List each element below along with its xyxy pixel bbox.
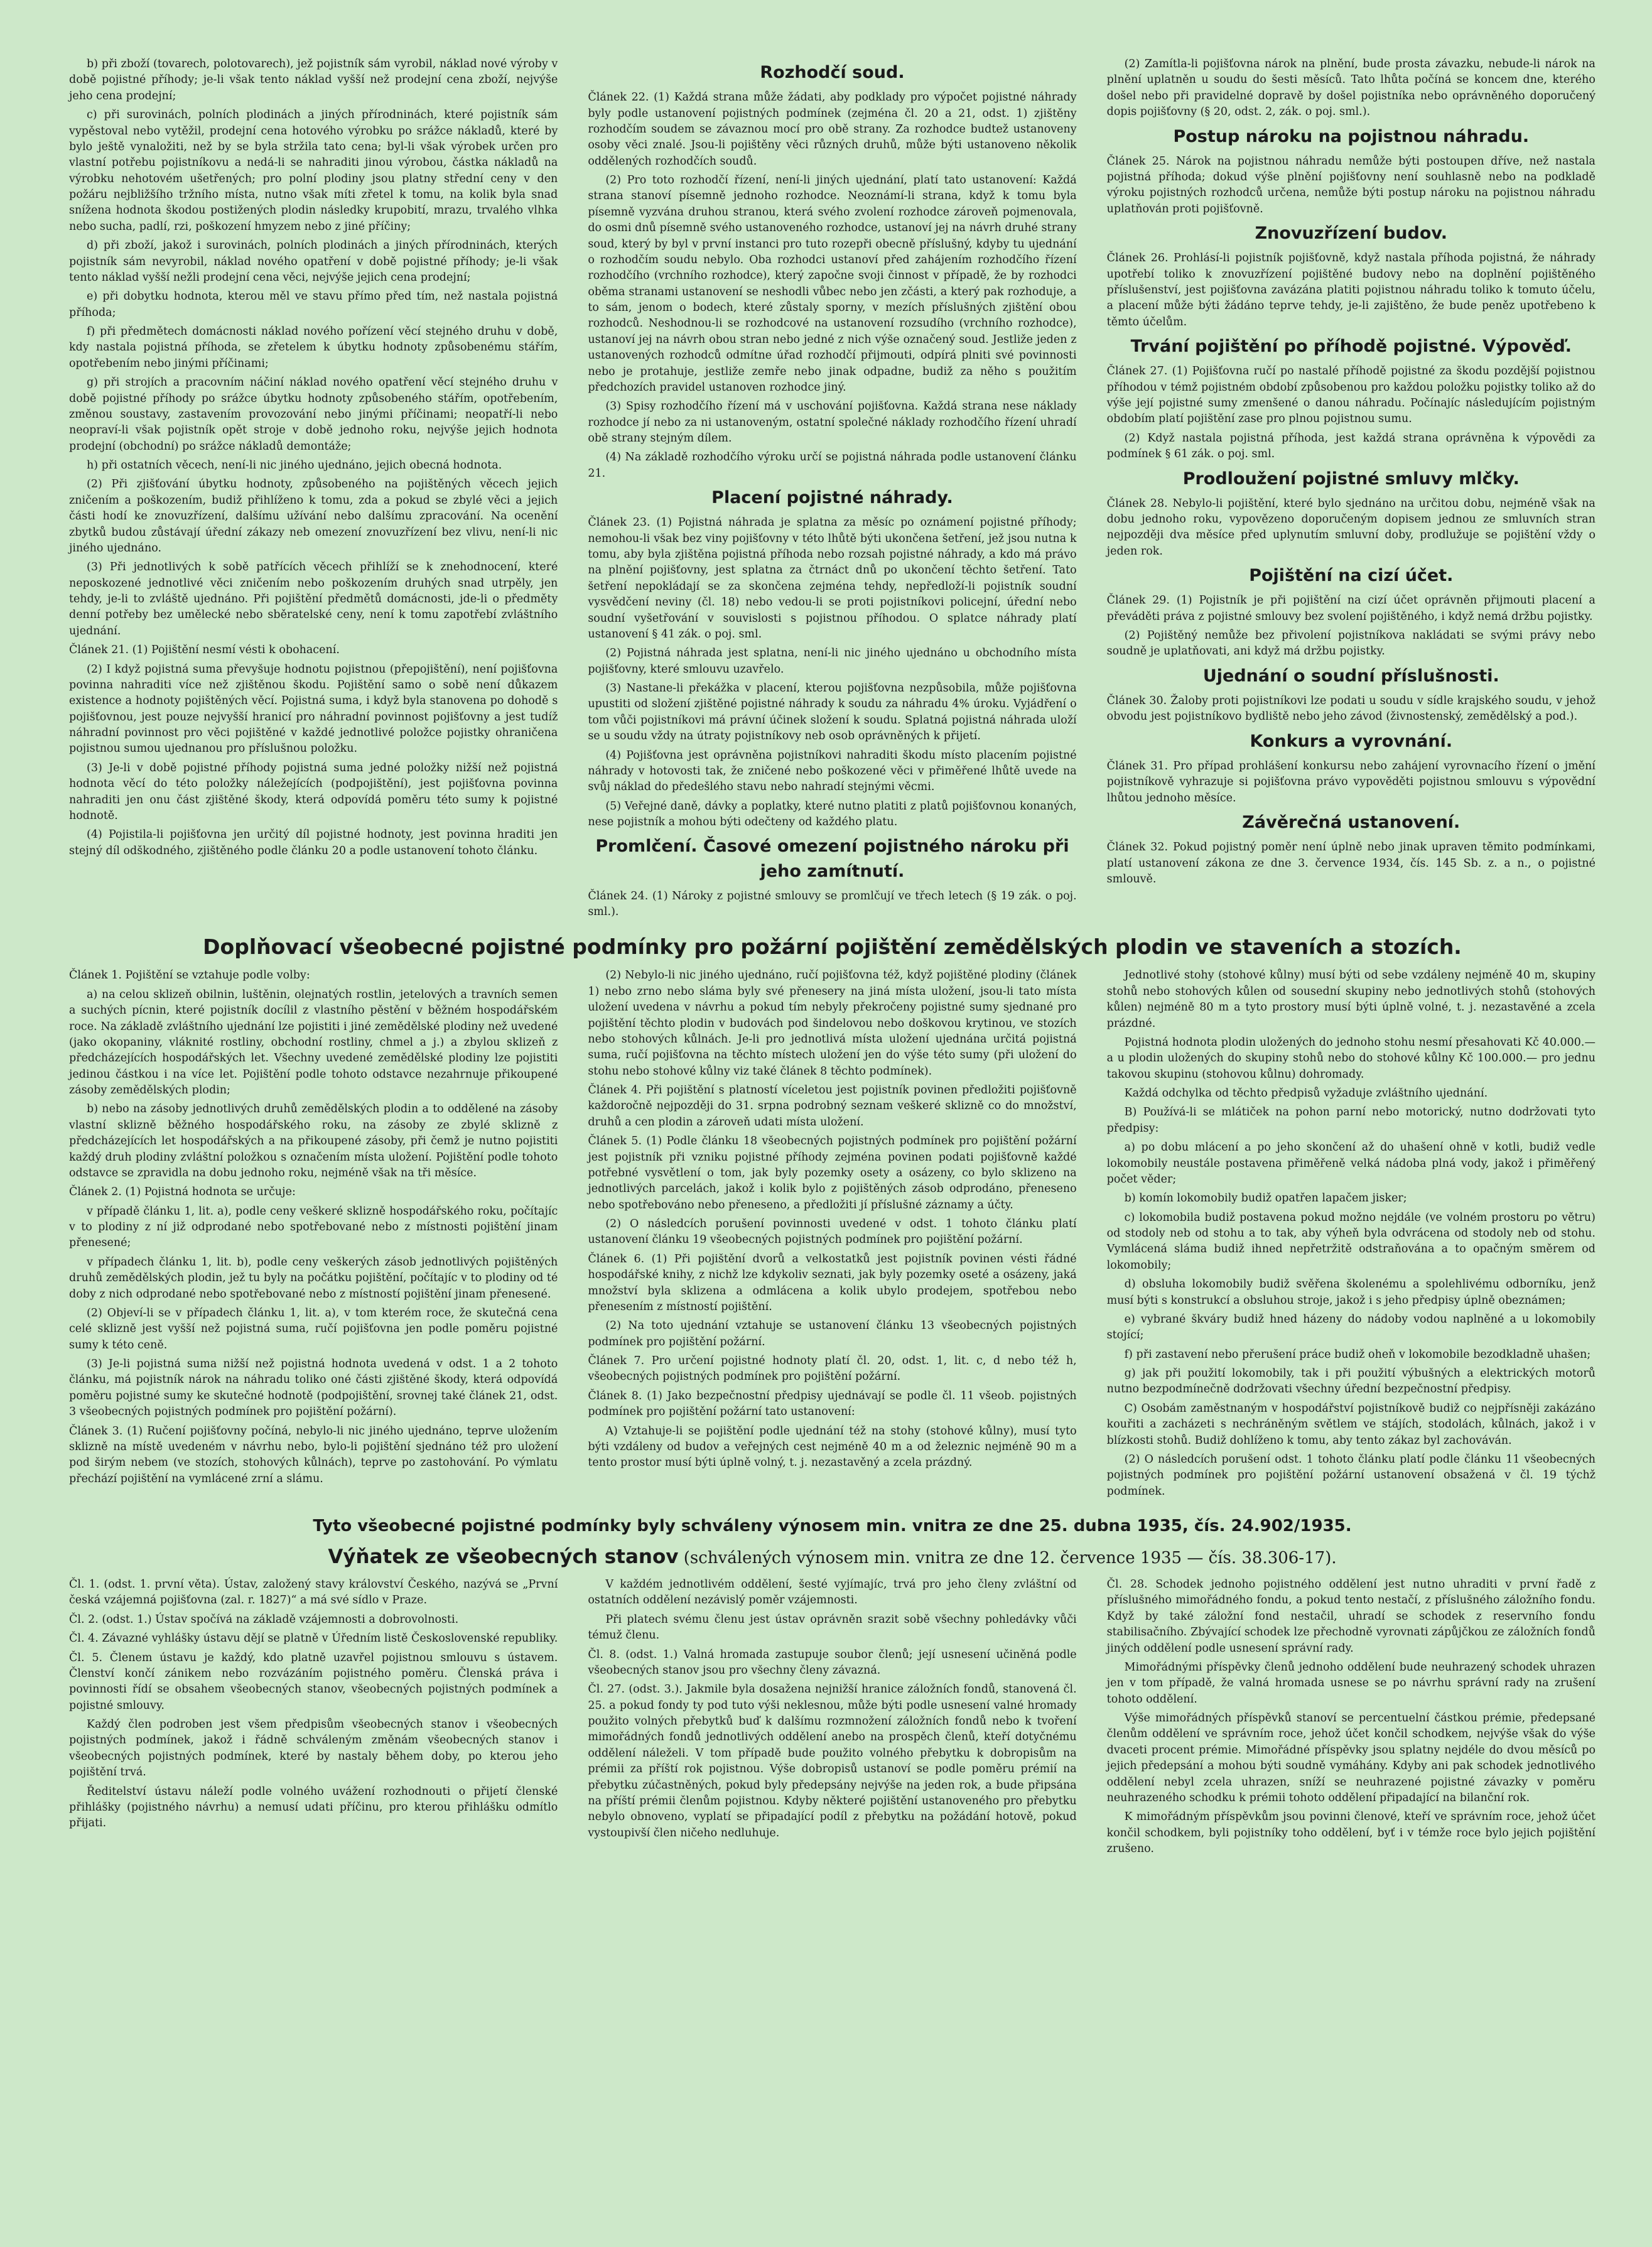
paragraph: B) Používá-li se mlátiček na pohon parní nebo motorický, nutno dodržovati tyto předpisy: xyxy=(1106,1106,1595,1135)
paragraph: Článek 31. Pro případ prohlášení konkursu nebo zahájení vyrovnacího řízení o jmění pojistníkově vyhrazuje si pojišťovna právo vypověděti pojistnou smlouvu s výpovědní lhůtou jednoho měsíce. xyxy=(1106,759,1595,804)
section3-title: Výňatek ze všeobecných stanov xyxy=(328,1546,679,1569)
paragraph: (2) Objeví-li se v případech článku 1, lit. a), v tom kterém roce, že skutečná cena celé sklizně jest vyšší než pojistná suma, ručí pojišťovna jen podle poměru pojistné sumy k této ceně. xyxy=(69,1306,558,1351)
section-heading: Postup nároku na pojistnou náhradu. xyxy=(1173,126,1530,146)
paragraph: (3) Spisy rozhodčího řízení má v uschování pojišťovna. Každá strana nese náklady rozhodce jí nebo za ni ustanoveným, ostatní společné náklady rozhodčího řízení uhradí obě strany stejným dílem. xyxy=(588,400,1077,445)
paragraph: Čl. 28. Schodek jednoho pojistného oddělení jest nutno uhraditi v první řadě z příslušného mimořádného fondu, a pokud tento nestačí, z příslušného záložního fondu. Když by také záložní fond nestačil, uhradí se schodek z reservního fondu stabilisačního. Zbývající schodek lze přechodně vyrovnati zápůjčkou ze záložních fondů jiných oddělení podle usnesení správní rady. xyxy=(1106,1578,1595,1655)
paragraph: Článek 22. (1) Každá strana může žádati, aby podklady pro výpočet pojistné náhrady byly podle ustanovení pojistných podmínek (zejména čl. 20 a 21, odst. 1) zjištěny rozhodčím soudem se závaznou mocí pro obě strany. Za rozhodce budtež ustanoveny osoby věci znalé. Jsou-li pojištěny věci různých druhů, může býti ustanoveno několik oddělených rozhodčích soudů. xyxy=(588,91,1077,168)
paragraph: Čl. 5. Členem ústavu je každý, kdo platně uzavřel pojistnou smlouvu s ústavem. Členství končí zánikem nebo rozvázáním pojistného poměru. Členská práva i povinnosti řídí se obsahem všeobecných stanov, všeobecných pojistných podmínek a pojistné smlouvy. xyxy=(69,1651,558,1712)
paragraph: d) při zboží, jakož i surovinách, polních plodinách a jiných přírodninách, kterých pojistník sám nevyrobil, náklad nového opatření v době pojistné příhody; je-li však tento náklad vyšší nežli prodejní cena věci, nejvýše jejich cena prodejní; xyxy=(69,239,558,284)
paragraph: Článek 25. Nárok na pojistnou náhradu nemůže býti postoupen dříve, než nastala pojistná příhoda; dokud výše plnění pojišťovny není souhlasně nebo na podkladě výroku pojistných rozhodců určena, nemůže býti postup nároku na pojistnou náhradu uplatňován proti pojišťovně. xyxy=(1106,154,1595,215)
section-heading: Placení pojistné náhrady. xyxy=(711,488,953,508)
paragraph: f) při zastavení nebo přerušení práce budiž oheň v lokomobile bezodkladně uhašen; xyxy=(1124,1348,1591,1361)
section-heading: Ujednání o soudní příslušnosti. xyxy=(1202,666,1499,686)
section-heading: Promlčení. Časové omezení pojistného nároku při jeho zamítnutí. xyxy=(595,837,1069,881)
paragraph: (2) Pojistná náhrada jest splatna, není-li nic jiného ujednáno u obchodního místa pojišťovny, které smlouvu uzavřelo. xyxy=(588,647,1077,676)
paragraph: (4) Pojišťovna jest oprávněna pojistníkovi nahraditi škodu místo placením pojistné náhrady v hotovosti tak, že zničené nebo poškozené věci v přiměřené lhůtě uvede na svůj náklad do předešlého stavu nebo nahradí stejnými věcmi. xyxy=(588,749,1077,794)
paragraph: Každá odchylka od těchto předpisů vyžaduje zvláštního ujednání. xyxy=(1124,1087,1488,1100)
paragraph: Čl. 1. (odst. 1. první věta). Ústav, založený stavy království Českého, nazývá se „První česká vzájemná pojišťovna (zal. r. 1827)“ a má své sídlo v Praze. xyxy=(69,1578,558,1607)
paragraph: Článek 26. Prohlásí-li pojistník pojišťovně, když nastala příhoda pojistná, že náhrady upotřebí toliko k znovuzřízení pojištěné budovy nebo na doplnění pojištěného příslušenství, jest pojišťovna zavázána platiti pojistnou náhradu toliko k tomuto účelu, a placení může býti žádáno teprve tehdy, je-li zajištěno, že bude peněz upotřebeno k těmto účelům. xyxy=(1106,252,1595,328)
paragraph: Článek 8. (1) Jako bezpečnostní předpisy ujednávají se podle čl. 11 všeob. pojistných podmínek pro pojištění požární tato ustanovení: xyxy=(588,1389,1077,1419)
section3-column-2 xyxy=(588,1577,1076,1860)
paragraph: Mimořádnými příspěvky členů jednoho oddělení bude neuhrazený schodek uhrazen jen v tom případě, že valná hromada usnese se po návrhu správní rady na zrušení tohoto oddělení. xyxy=(1106,1660,1595,1706)
paragraph: e) při dobytku hodnota, kterou měl ve stavu přímo před tím, než nastala pojistná příhoda; xyxy=(69,290,558,319)
paragraph: Ředitelství ústavu náleží podle volného uvážení rozhodnouti o přijetí členské přihlášky (pojistného návrhu) a nemusí udati příčinu, pro kterou přihlášku odmítlo přijati. xyxy=(69,1785,558,1830)
section-heading: Rozhodčí soud. xyxy=(760,63,905,82)
paragraph: (2) Zamítla-li pojišťovna nárok na plnění, bude prosta závazku, nebude-li nárok na plnění uplatněn u soudu do šesti měsíců. Tato lhůta počíná se koncem dne, kterého došel nebo při pravidelné dopravě by došel pojistníka nebo oprávněného doporučený dopis pojišťovny (§ 20, odst. 2, zák. o poj. sml.). xyxy=(1106,58,1595,119)
paragraph: Článek 6. (1) Při pojištění dvorů a velkostatků jest pojistník povinen vésti řádné hospodářské knihy, z nichž lze kdykoliv seznati, jak byly pozemky oseté a osázeny, jaká množství byla sklizena a odmlácena a kolik ubylo prodejem, spotřebou nebo přenesením z místností pojištění. xyxy=(588,1252,1077,1313)
paragraph: v případě článku 1, lit. a), podle ceny veškeré sklizně hospodářského roku, počítajíc v to plodiny z ní již odprodané nebo spotřebované nebo z místnosti pojištění jinam přenesené; xyxy=(69,1205,558,1250)
paragraph: (4) Na základě rozhodčího výroku určí se pojistná náhrada podle ustanovení článku 21. xyxy=(588,451,1077,480)
paragraph: (2) O následcích porušení odst. 1 tohoto článku platí podle článku 11 všeobecných pojistných podmínek pro pojištění požární ustanovení obsažená v čl. 19 týchž podmínek. xyxy=(1106,1453,1595,1498)
section3-column-1 xyxy=(69,1577,558,1860)
paragraph: h) při ostatních věcech, není-li nic jiného ujednáno, jejich obecná hodnota. xyxy=(87,459,502,472)
section3-heading xyxy=(69,1546,1595,1568)
paragraph: Při platech svému členu jest ústav oprávněn srazit sobě všechny pohledávky vůči témuž členu. xyxy=(588,1613,1077,1642)
paragraph: (3) Je-li pojistná suma nižší než pojistná hodnota uvedená v odst. 1 a 2 tohoto článku, má pojistník nárok na náhradu toliko oné části zjištěné škody, která odpovídá poměru pojistné sumy ke skutečné hodnotě (podpojištění, srovnej také článek 21, odst. 3 všeobecných pojistných podmínek pro pojištění požární). xyxy=(69,1358,558,1419)
section-heading: Prodloužení pojistné smluvy mlčky. xyxy=(1182,468,1520,489)
conditions-top xyxy=(69,57,1595,923)
paragraph: Článek 1. Pojištění se vztahuje podle volby: xyxy=(69,969,310,982)
paragraph: c) při surovinách, polních plodinách a jiných přírodninách, které pojistník sám vypěstoval nebo vytěžil, prodejní cena hotového výrobku po srážce nákladů, které by bylo ještě vynaložiti, než by se byla stržila tato cena; byl-li však výrobek určen pro vlastní potřebu pojistníkovu a nedá-li se nahraditi jinou výrobou, částka nákladů na výrobku nehotovém ušetřených; pro polní plodiny jsou platny střední ceny v den požáru nejbližšího tržního místa, nutno však míti zřetel k tomu, na kolik byla snad snížena hodnota škodou postižených plodin následky krupobití, mrazu, trvalého vlhka nebo sucha, padlí, rzi, poškození hmyzem nebo z jiné příčiny; xyxy=(69,109,558,233)
top-column-2 xyxy=(588,57,1076,923)
paragraph: v případech článku 1, lit. b), podle ceny veškerých zásob jednotlivých pojištěných druhů zemědělských plodin, jež tu byly na počátku pojištění, počítajíc v to plodiny od té doby z nich odprodané nebo spotřebované nebo z místností pojištění jinam přenesené. xyxy=(69,1255,558,1301)
paragraph: Článek 5. (1) Podle článku 18 všeobecných pojistných podmínek pro pojištění požární jest pojistník při vzniku pojistné příhody zejména povinen podati pojišťovně každé potřebné vysvětlení o tom, jak byly pozemky osety a osázeny, co bylo sklizeno na jednotlivých parcelách, jakož i kolik bylo z pojištěných zásob odprodáno, přeneseno nebo spotřebováno nebo přeneseno, a předložiti jí příslušné záznamy a účty. xyxy=(588,1135,1077,1211)
paragraph: K mimořádným příspěvkům jsou povinni členové, kteří ve správním roce, jehož účet končil schodkem, byli pojistníky toho oddělení, byť i v témže roce bylo jejich pojištění zrušeno. xyxy=(1106,1811,1595,1856)
paragraph: e) vybrané škváry budiž hned házeny do nádoby vodou naplněné a u lokomobily stojící; xyxy=(1106,1313,1595,1342)
paragraph: C) Osobám zaměstnaným v hospodářství pojistníkově budiž co nejpřísněji zakázáno kouřiti a zacházeti s nechráněným světlem ve stájích, stodolách, kůlnách, jakož i v blízkosti stohů. Budiž dohlíženo k tomu, aby tento zákaz byl zachováván. xyxy=(1106,1402,1595,1447)
paragraph: Čl. 2. (odst. 1.) Ústav spočívá na základě vzájemnosti a dobrovolnosti. xyxy=(69,1613,459,1626)
section-heading: Pojištění na cizí účet. xyxy=(1249,566,1454,586)
paragraph: c) lokomobila budiž postavena pokud možno nejdále (ve volném prostoru po větru) od stodoly neb od stohu a to tak, aby výheň byla odvrácena od stodoly neb od stohu. Vymlácená sláma budiž ihned nepřetržitě odstraňována a to opačným směrem od lokomobily; xyxy=(1106,1211,1595,1272)
paragraph: Článek 21. (1) Pojištění nesmí vésti k obohacení. xyxy=(69,644,340,657)
section-heading: Konkurs a vyrovnání. xyxy=(1250,731,1453,751)
paragraph: f) při předmětech domácnosti náklad nového pořízení věcí stejného druhu v době, kdy nastala pojistná příhoda, se zřetelem k úbytku hodnoty způsobenému stářím, opotřebením nebo jinými příčinami; xyxy=(69,325,558,370)
paragraph: (2) Při zjišťování úbytku hodnoty, způsobeného na pojištěných věcech jejich zničením a poškozením, budiž přihlíženo k tomu, zda a pokud se zbylé věci a jejich části hodí ke znovuzřízení, dalšímu užívání nebo dalšímu zpracování. Na ocenění zbytků budou zůstávají úřední zákazy neb omezení znovuzřízení bez vlivu, není-li nic jiného ujednáno. xyxy=(69,478,558,555)
paragraph: Čl. 27. (odst. 3.). Jakmile byla dosažena nejnižší hranice záložních fondů, stanovená čl. 25. a pokud fondy ty pod tuto výši neklesnou, může býti podle usnesení valné hromady použito volných přebytků buď k dalšímu rozmnožení záložních fondů nebo k tvoření mimořádných fondů jednotlivých oddělení anebo na prospěch členů, kteří dotyčnému oddělení náleželi. V tom případě bude použito volného přebytku k dobropisům na prémii za příští rok pojistnou. Výše dobropisů ustanoví se podle poměru prémií na přebytku zúčastněných, pokud byly předepsány nejvýše na jeden rok, a bude připsána na příští prémii členům pojistnou. Kdyby některé pojištění ustanoveného pro přebytku nebylo obnoveno, vyplatí se připadající podíl z přebytku na požádání hotově, pokud vystoupivší člen ničeho nedluhuje. xyxy=(588,1683,1077,1839)
section3-subtitle: (schválených výnosem min. vnitra ze dne 12. července 1935 — čís. 38.306-17). xyxy=(683,1549,1337,1568)
paragraph: A) Vztahuje-li se pojištění podle ujednání též na stohy (stohové kůlny), musí tyto býti vzdáleny od budov a veřejných cest nejméně 40 m a od železnic nejméně 90 m a tento prostor musí býti úplně volný, t. j. nezastavěný a zcela prázdný. xyxy=(588,1424,1077,1470)
paragraph: Pojistná hodnota plodin uložených do jednoho stohu nesmí přesahovati Kč 40.000.— a u plodin uložených do skupiny stohů nebo do stohové kůlny Kč 100.000.— pro jednu takovou skupinu (stohovou kůlnu) dohromady. xyxy=(1106,1036,1595,1081)
paragraph: b) komín lokomobily budiž opatřen lapačem jisker; xyxy=(1124,1192,1407,1205)
paragraph: (5) Veřejné daně, dávky a poplatky, které nutno platiti z platů pojišťovnou konaných, nese pojistník a mohou býti odečteny od každého platu. xyxy=(588,799,1077,829)
paragraph: g) jak při použití lokomobily, tak i při použití výbušných a elektrických motorů nutno bezpodmínečně dodržovati všechny úřední bezpečnostní předpisy. xyxy=(1106,1367,1595,1396)
paragraph: b) nebo na zásoby jednotlivých druhů zemědělských plodin a to oddělené na zásoby vlastní sklizně běžného hospodářského roku, na zásoby ze zbylé sklizně z předcházejících let hospodářských a na přikoupené zásoby, při čemž je nutno pojistiti každý druh plodiny zvláštní položkou s označením místa uložení. Pojištění podle tohoto odstavce se zpravidla na dobu jednoho roku, nejméně však na tři měsíce. xyxy=(69,1103,558,1179)
paragraph: Výše mimořádných příspěvků stanoví se percentuelní částkou prémie, předepsané členům oddělení ve správním roce, jehož účet končil schodkem, nejvýše však do výše dvaceti procent prémie. Mimořádné příspěvky jsou splatny nejdéle do dvou měsíců po jejich předepsání a mohou býti soudně vymáhány. Kdyby ani pak schodek jednotlivého oddělení nebyl zcela uhrazen, sníží se neuhrazené pojistné závazky v poměru neuhrazeného schodku k prémii tohoto oddělení připadající na bilanční rok. xyxy=(1106,1712,1595,1804)
section2-column-3 xyxy=(1107,968,1595,1503)
top-column-3 xyxy=(1107,57,1595,923)
paragraph: Článek 2. (1) Pojistná hodnota se určuje: xyxy=(69,1186,296,1199)
section-heading: Znovuzřízení budov. xyxy=(1255,224,1448,244)
paragraph: Článek 24. (1) Nároky z pojistné smlouvy se promlčují ve třech letech (§ 19 zák. o poj. sml.). xyxy=(588,889,1077,919)
paragraph: Jednotlivé stohy (stohové kůlny) musí býti od sebe vzdáleny nejméně 40 m, skupiny stohů nebo stohových kůlen od sousední skupiny nebo jednotlivých stohů (stohových kůlen) nejméně 80 m a tyto prostory musí býti úplně volné, t. j. nezastavěné a zcela prázdné. xyxy=(1106,969,1595,1030)
paragraph: (2) O následcích porušení povinnosti uvedené v odst. 1 tohoto článku platí ustanovení článku 19 všeobecných pojistných podmínek pro pojištění požární. xyxy=(588,1218,1077,1247)
paragraph: (2) Pojištěný nemůže bez přivolení pojistníkova nakládati se svými právy nebo soudně je uplatňovati, ani když má držbu pojistky. xyxy=(1106,629,1595,658)
paragraph: Článek 28. Nebylo-li pojištění, které bylo sjednáno na určitou dobu, nejméně však na dobu jednoho roku, vypovězeno doporučeným dopisem jednou ze smluvních stran nejpozději dva měsíce před uplynutím smluvní doby, prodlužuje se pojištění vždy o jeden rok. xyxy=(1106,497,1595,558)
paragraph: (2) Na toto ujednání vztahuje se ustanovení článku 13 všeobecných pojistných podmínek pro pojištění požární. xyxy=(588,1319,1077,1348)
section2-column-2 xyxy=(588,968,1076,1503)
paragraph: Článek 32. Pokud pojistný poměr není úplně nebo jinak upraven těmito podmínkami, platí ustanovení zákona ze dne 3. července 1934, čís. 145 Sb. z. a n., o pojistné smlouvě. xyxy=(1106,841,1595,885)
paragraph: a) na celou sklizeň obilnin, luštěnin, olejnatých rostlin, jetelových a travních semen a suchých pícnin, které pojistník docílil z vlastního pěstění v běžném hospodářském roce. Na základě zvláštního ujednání lze pojistiti i jiné zemědělské plodiny než uvedené (jako okopaniny, vláknité rostliny, obchodní rostliny, chmel a j.) a zbylou sklizeň z předcházejících hospodářských let. Všechny uvedené zemědělské plodiny lze pojistiti jedinou částkou i na více let. Pojištění podle tohoto odstavce nezahrnuje přikoupené zásoby zemědělských plodin; xyxy=(69,988,558,1097)
paragraph: Každý člen podroben jest všem předpisům všeobecných stanov i všeobecných pojistných podmínek, jakož i řádně schváleným změnám všeobecných stanov i všeobecných pojistných podmínek, které by nastaly během doby, po kterou jeho pojištění trvá. xyxy=(69,1718,558,1779)
paragraph: (2) I když pojistná suma převyšuje hodnotu pojistnou (přepojištění), není pojišťovna povinna nahraditi více než zjištěnou škodu. Pojištění samo o sobě není důkazem existence a hodnoty pojištěných věcí. Pojistná suma, i když byla stanovena po dohodě s pojišťovnou, jest pouze nejvyšší hranicí pro náhradní povinnost pojišťovny a jest tudíž náhradní povinnost pro věci pojištěné v každé jednotlivé položce pojistky ohraničena pojistnou sumou ujednanou pro příslušnou položku. xyxy=(69,663,558,755)
section-heading: Trvání pojištění po příhodě pojistné. Výpověď. xyxy=(1130,337,1572,357)
section3-column-3 xyxy=(1107,1577,1595,1860)
paragraph: g) při strojích a pracovním náčiní náklad nového opatření věcí stejného druhu v době pojistné příhody po srážce úbytku hodnoty způsobeného stářím, opotřebením, změnou soustavy, zastavením provozování nebo jinými příčinami; neopatří-li nebo neopraví-li však pojistník opět stroje v době jednoho roku, nejvýše jejich hodnota prodejní (obchodní) po srážce nákladů demontáže; xyxy=(69,376,558,453)
paragraph: Čl. 8. (odst. 1.) Valná hromada zastupuje soubor členů; její usnesení učiněná podle všeobecných stanov jsou pro všechny členy závazná. xyxy=(588,1648,1077,1677)
paragraph: (3) Při jednotlivých k sobě patřících věcech přihlíží se k znehodnocení, které neposkozené jednotlivé věci zničením nebo poškozením druhých snad utrpěly, jen tehdy, je-li to zvláště ujednáno. Při pojištění předmětů domácnosti, jde-li o předměty denní potřeby bez umělecké nebo sběratelské ceny, není k tomu zapotřebí zvláštního ujednání. xyxy=(69,561,558,637)
paragraph: (4) Pojistila-li pojišťovna jen určitý díl pojistné hodnoty, jest povinna hraditi jen stejný díl odškodného, zjištěného podle článku 20 a podle ustanovení tohoto článku. xyxy=(69,828,558,857)
paragraph: Čl. 4. Závazné vyhlášky ústavu dějí se platně v Úředním listě Československé republiky. xyxy=(69,1632,558,1645)
paragraph: Článek 7. Pro určení pojistné hodnoty platí čl. 20, odst. 1, lit. c, d nebo též h, všeobecných pojistných podmínek pro pojištění požární. xyxy=(588,1355,1077,1383)
paragraph: (2) Nebylo-li nic jiného ujednáno, ručí pojišťovna též, když pojištěné plodiny (článek 1) nebo zrno nebo sláma byly své přenesery na jiná místa uložení, jsou-li tato místa uložení uvedena v návrhu a pokud tím nebyly překročeny pojistné sumy sjednané pro pojištění těchto plodin v budovách pod šindelovou nebo doškovou krytinou, ve stozích nebo stohových kůlnách. Je-li pro jednotlivá místa uložení ujednána určitá pojistná suma, ručí pojišťovna na těchto místech uložení jen do výše této sumy (při uložení do stohu nebo stohové kůlny viz také článek 8 těchto podmínek). xyxy=(588,969,1077,1078)
top-column-1 xyxy=(69,57,558,923)
paragraph: b) při zboží (tovarech, polotovarech), jež pojistník sám vyrobil, náklad nové výroby v době pojistné příhody; je-li však tento náklad vyšší než prodejní cena zboží, nejvýše jeho cena prodejní; xyxy=(69,58,558,102)
paragraph: a) po dobu mlácení a po jeho skončení až do uhašení ohně v kotli, budiž vedle lokomobily neustále postavena přiměřeně velká nádoba plná vody, jakož i přiměřený počet věder; xyxy=(1106,1141,1595,1186)
section-heading: Závěrečná ustanovení. xyxy=(1242,812,1460,832)
section2-column-1 xyxy=(69,968,558,1503)
paragraph: (3) Nastane-li překážka v placení, kterou pojišťovna nezpůsobila, může pojišťovna upustiti od složení zjištěné pojistné náhrady k soudu za náhradu 4% úroku. Vyjádření o tom vůči pojistníkovi má právní účinek složení k soudu. Splatná pojistná náhrada uloží se u soudu vždy na útraty pojistníkovy neb osob oprávněných k přijetí. xyxy=(588,682,1077,743)
paragraph: V každém jednotlivém oddělení, šesté vyjímajíc, trvá pro jeho členy zvláštní od ostatních oddělení nezávislý poměr vzájemnosti. xyxy=(588,1578,1077,1607)
paragraph: Článek 3. (1) Ručení pojišťovny počíná, nebylo-li nic jiného ujednáno, teprve uložením sklizně na místě uvedeném v návrhu nebo, bylo-li pojištění sjednáno též pro uložení pod širým nebem (ve stozích, stohových kůlnách), teprve po zastohování. Po výmlatu přechází pojištění na vymlácené zrní a slámu. xyxy=(69,1424,558,1485)
approval-note: Tyto všeobecné pojistné podmínky byly schváleny výnosem min. vnitra ze dne 25. dubna 1935, čís. 24.902/1935. xyxy=(313,1517,1352,1536)
paragraph: d) obsluha lokomobily budiž svěřena školenému a spolehlivému odborníku, jenž musí býti s konstrukcí a obsluhou stroje, jakož i s jeho předpisy úplně obeznámen; xyxy=(1106,1278,1595,1307)
paragraph: Článek 23. (1) Pojistná náhrada je splatna za měsíc po oznámení pojistné příhody; nemohou-li však bez viny pojišťovny v této lhůtě býti ukončena šetření, jež jsou nutna k tomu, aby byla zjištěna pojistná příhoda nebo rozsah pojistné náhrady, a kdo má právo na plnění pojišťovny, jest splatna za čtrnáct dnů po ukončení těchto šetření. Tato šetření nepokládají se za skončena zejména tehdy, nepředloží-li pojistník soudní vysvědčení neviny (čl. 18) nebo vedou-li se proti pojistníkovi policejní, úřední nebo soudní vyšetřování v souvislosti s pojistnou příhodou. O splatce náhrady platí ustanovení § 41 zák. o poj. sml. xyxy=(588,516,1077,641)
paragraph: Článek 30. Žaloby proti pojistníkovi lze podati u soudu v sídle krajského soudu, v jehož obvodu jest pojistníkovo bydliště nebo jeho závod (živnostenský, zemědělský a pod.). xyxy=(1106,694,1595,723)
paragraph: (2) Pro toto rozhodčí řízení, není-li jiných ujednání, platí tato ustanovení: Každá strana stanoví písemně jednoho rozhodce. Neoznámí-li strana, když k tomu byla písemně vyzvána druhou stranou, která svého zvolení rozhodce zároveň pojmenovala, do osmi dnů písemně svého ustanoveného rozhodce, ustanoví jej na návrh druhé strany soud, který by byl v první instanci pro tuto rozepři obecně příslušný, kdyby tu ujednání o rozhodčím soudu nebylo. Oba rozhodci ustanoví před zahájením rozhodčího řízení rozhodčího (vrchního rozhodce), který započne svoji činnost v případě, že by rozhodci oběma stranami ustanovení se neshodli vůbec nebo jen zčásti, a který pak rozhoduje, a to sám, jenom o bodech, které zůstaly sporny, v mezích příslušných zjištění obou rozhodců. Neshodnou-li se rozhodcové na ustanovení rozsudího (vrchního rozhodce), ustanoví jej na návrh obou stran nebo jedné z nich výše označený soud. Jestliže jeden z ustanovených rozhodců odmítne úřad rozhodčí přijmouti, odpírá plniti své povinnosti nebo je protahuje, jestliže zemře nebo jinak odpadne, budiž za něho s použitím předchozích pravidel ustanoven rozhodce jiný. xyxy=(588,174,1077,394)
paragraph: (2) Když nastala pojistná příhoda, jest každá strana oprávněna k výpovědi za podmínek § 61 zák. o poj. sml. xyxy=(1106,431,1595,461)
paragraph: Článek 4. Při pojištění s platností víceletou jest pojistník povinen předložiti pojišťovně každoročně nejpozději do 31. srpna podrobný seznam veškeré sklizně co do množství, druhů a cen plodin a zároveň udati místa uložení. xyxy=(588,1084,1077,1129)
paragraph: (3) Je-li v době pojistné příhody pojistná suma jedné položky nižší než pojistná hodnota věcí do této položky náležejících (podpojištění), jest pojišťovna povinna nahraditi jen onu část zjištěné škody, která odpovídá poměru této sumy k pojistné hodnotě. xyxy=(69,761,558,822)
paragraph: Článek 27. (1) Pojišťovna ručí po nastalé příhodě pojistné za škodu pozdější pojistnou příhodou v témž pojistném období způsobenou pro každou položku pojistky toliko až do výše její pojistné sumy zmenšené o danou náhradu. Počínajíc následujícím pojistným obdobím platí pojištění zase pro plnou pojistnou sumu. xyxy=(1106,365,1595,426)
paragraph: Článek 29. (1) Pojistník je při pojištění na cizí účet oprávněn přijmouti placení a převáděti práva z pojistné smlouvy bez svolení pojištěného, i když nemá držbu pojistky. xyxy=(1106,594,1595,623)
section3-body xyxy=(69,1577,1595,1860)
section2-body xyxy=(69,968,1595,1503)
section2-title: Doplňovací všeobecné pojistné podmínky pro požární pojištění zemědělských plodin ve staveních a stozích. xyxy=(203,934,1462,960)
